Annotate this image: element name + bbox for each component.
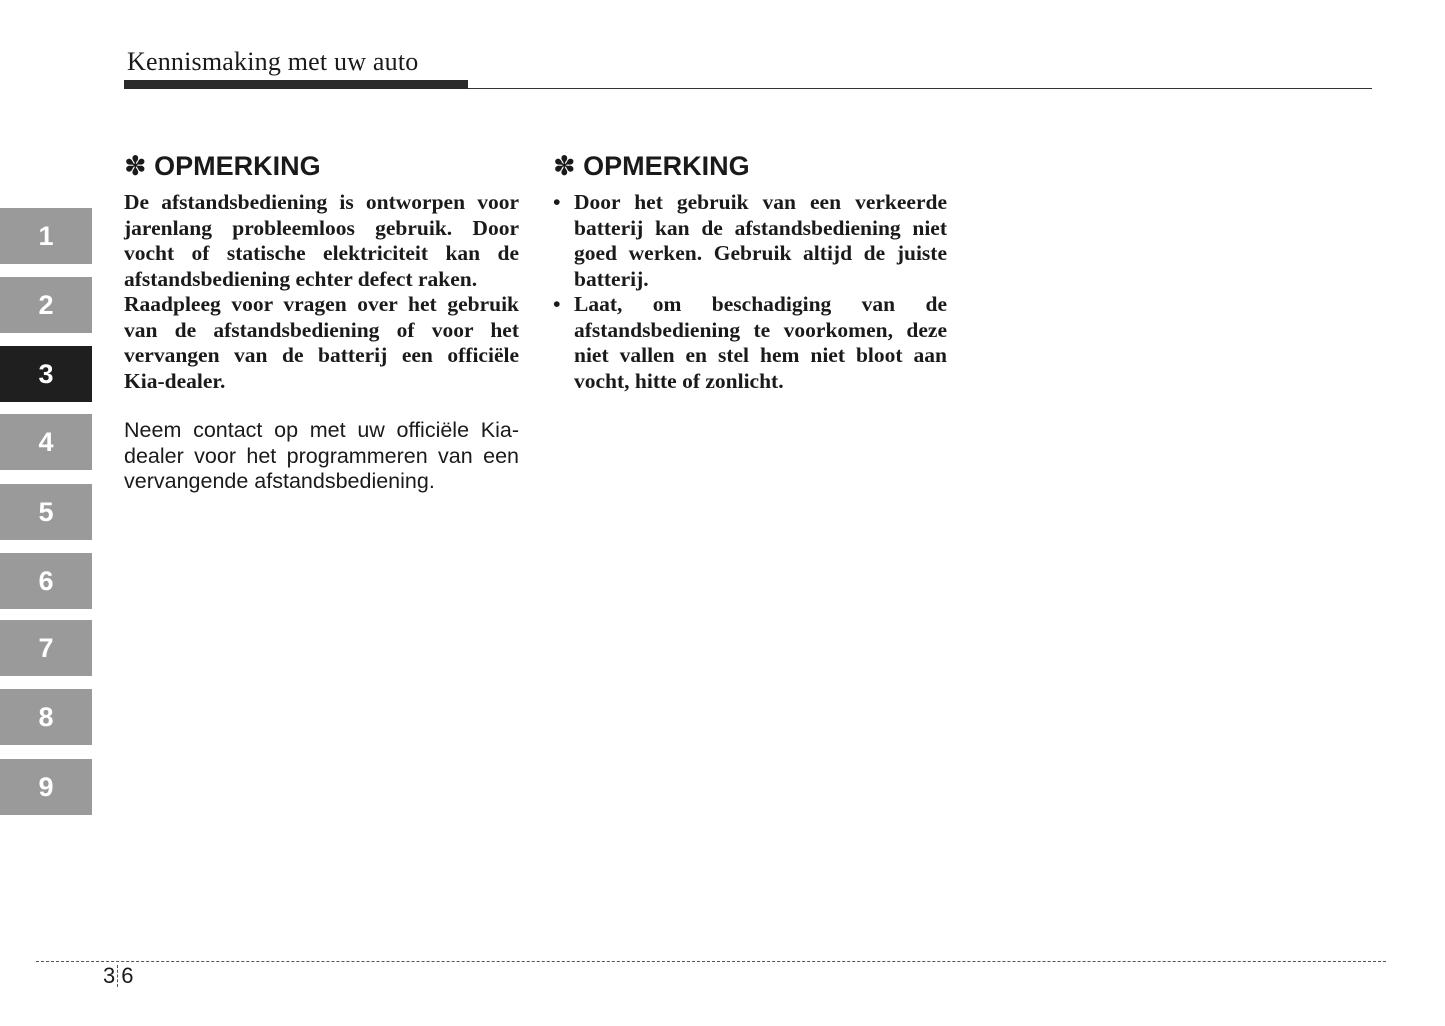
- bullet-text: Door het gebruik van een verkeerde batterij kan de afstandsbediening niet goed werken. Gebruik altijd de juiste batterij.: [574, 190, 947, 291]
- note-heading: ✽ OPMERKING: [124, 151, 321, 181]
- chapter-tab-6[interactable]: 6: [0, 553, 92, 609]
- chapter-tab-4[interactable]: 4: [0, 414, 92, 470]
- page-index: 6: [121, 963, 134, 988]
- page-separator: [117, 965, 119, 987]
- bullet-text: Laat, om beschadiging van de afstandsbediening te voorkomen, deze niet vallen en stel hem niet bloot aan vocht, hitte of zonlicht.: [574, 292, 947, 393]
- left-column: [124, 150, 519, 495]
- footer-rule: [36, 961, 1386, 962]
- list-item: [553, 292, 947, 394]
- chapter-tab-3[interactable]: 3: [0, 346, 92, 402]
- page-chapter: 3: [103, 963, 116, 988]
- note-paragraph: Raadpleeg voor vragen over het gebruik van de afstandsbediening of voor het vervangen van de batterij een officiële Kia-dealer.: [124, 292, 519, 393]
- note-heading: ✽ OPMERKING: [553, 151, 750, 181]
- body-paragraph: Neem contact op met uw officiële Kia-dealer voor het programmeren van een vervangende afstandsbediening.: [124, 418, 519, 493]
- chapter-tab-8[interactable]: 8: [0, 689, 92, 745]
- right-column: [553, 150, 947, 394]
- bullet-icon: •: [553, 292, 561, 316]
- section-title: Kennismaking met uw auto: [127, 47, 419, 76]
- note-bullet-list: [553, 190, 947, 394]
- page-number: [103, 963, 134, 989]
- bullet-icon: •: [553, 190, 561, 214]
- chapter-tab-7[interactable]: 7: [0, 620, 92, 676]
- chapter-tab-2[interactable]: 2: [0, 277, 92, 333]
- header-bar: [124, 80, 468, 89]
- chapter-tab-9[interactable]: 9: [0, 759, 92, 815]
- list-item: [553, 190, 947, 292]
- note-paragraph: De afstandsbediening is ontworpen voor jarenlang probleemloos gebruik. Door vocht of statische elektriciteit kan de afstandsbediening echter defect raken.: [124, 190, 519, 291]
- chapter-tab-1[interactable]: 1: [0, 208, 92, 264]
- chapter-tab-5[interactable]: 5: [0, 484, 92, 540]
- header-rule: [468, 88, 1372, 89]
